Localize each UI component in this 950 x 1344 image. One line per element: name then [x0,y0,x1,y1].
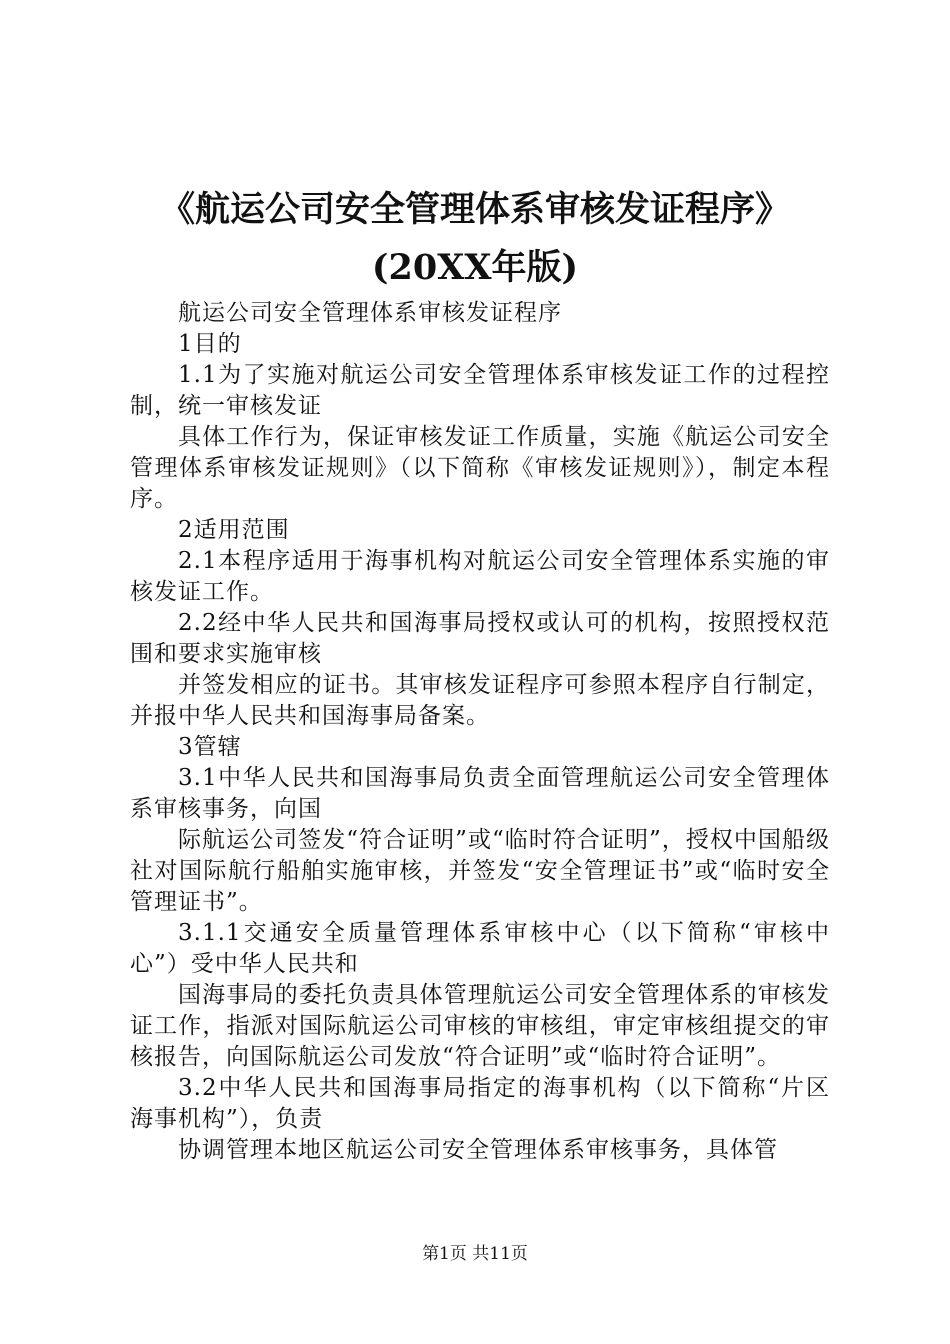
paragraph-2-2-cont: 并签发相应的证书。其审核发证程序可参照本程序自行制定，并报中华人民共和国海事局备案。 [130,672,830,729]
section-heading-jurisdiction: 3管辖 [178,734,242,760]
paragraph-1-1-cont: 具体工作行为，保证审核发证工作质量，实施《航运公司安全管理体系审核发证规则》（以下简称《审核发证规则》），制定本程序。 [130,424,830,512]
section-heading-scope: 2适用范围 [178,517,290,543]
paragraph-3-1-cont: 际航运公司签发“符合证明”或“临时符合证明”，授权中国船级社对国际航行船舶实施审核，并签发“安全管理证书”或“临时安全管理证书”。 [130,827,830,915]
paragraph-1-1: 1.1为了实施对航运公司安全管理体系审核发证工作的过程控制，统一审核发证 [130,362,830,419]
document-edition: (20XX年版) [371,247,579,288]
paragraph-2-2: 2.2经中华人民共和国海事局授权或认可的机构，按照授权范围和要求实施审核 [130,610,830,667]
paragraph-2-1: 2.1本程序适用于海事机构对航运公司安全管理体系实施的审核发证工作。 [130,548,830,605]
paragraph-3-1-1-cont: 国海事局的委托负责具体管理航运公司安全管理体系的审核发证工作，指派对国际航运公司审核的审核组，审定审核组提交的审核报告，向国际航运公司发放“符合证明”或“临时符合证明”。 [130,982,830,1070]
paragraph-3-1: 3.1中华人民共和国海事局负责全面管理航运公司安全管理体系审核事务，向国 [130,765,830,822]
section-heading-purpose: 1目的 [178,331,242,357]
page-number-footer: 第1页 共11页 [422,1244,528,1264]
paragraph-3-1-1: 3.1.1交通安全质量管理体系审核中心（以下简称“审核中心”）受中华人民共和 [130,920,830,977]
document-title: 《航运公司安全管理体系审核发证程序》 [159,189,790,230]
paragraph-3-2-cont: 协调管理本地区航运公司安全管理体系审核事务，具体管 [178,1137,778,1163]
paragraph-3-2: 3.2中华人民共和国海事局指定的海事机构（以下简称“片区海事机构”），负责 [130,1075,830,1132]
document-body [130,298,830,1166]
paragraph-intro-title: 航运公司安全管理体系审核发证程序 [178,300,562,326]
